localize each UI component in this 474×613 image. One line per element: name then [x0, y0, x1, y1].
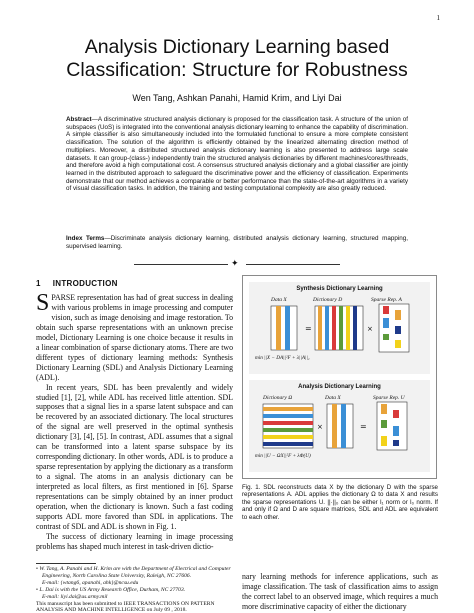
abstract-label: Abstract [66, 116, 92, 123]
equals-sign: = [305, 324, 312, 333]
sparse-entry [395, 310, 401, 320]
footnote-affiliation-1: • W. Tang, A. Panahi and H. Krim are with the Department of Electrical and Computer Engineering, North Carolina State University, Raleigh, NC 27606. E-mail: {wtang6, apanahi, ahk}@ncsu.edu [36, 566, 231, 586]
intro-paragraph-3: The success of dictionary learning in image processing problems has shaped much interest in task-driven dictio- [36, 531, 233, 551]
data-matrix-x [271, 306, 297, 350]
analysis-label-dictionary: Dictionary Ω [263, 395, 293, 401]
data-matrix-x [327, 404, 353, 448]
data-column [341, 404, 346, 448]
analysis-label-sparse: Sparse Rep. U [373, 395, 405, 401]
synthesis-label-sparse: Sparse Rep. A [371, 297, 402, 303]
data-column [276, 306, 281, 350]
footnotes [36, 566, 233, 613]
dictionary-row [263, 435, 313, 439]
author-list: Wen Tang, Ashkan Panahi, Hamid Krim, and Liyi Dai [132, 93, 342, 103]
synthesis-title: Synthesis Dictionary Learning [296, 286, 383, 292]
divider-symbol: ✦ [231, 258, 239, 268]
right-column-paragraph: nary learning methods for inference applications, such as image classification. The task of classification aims to assign the correct label to an observed image, which requires a much more discriminative capacity of either the dictionary [242, 572, 438, 611]
section-divider [134, 260, 340, 268]
sparse-entry [395, 326, 401, 334]
sparse-entry [383, 334, 389, 340]
divider-line-left [134, 264, 228, 265]
analysis-title: Analysis Dictionary Learning [298, 384, 381, 390]
intro-paragraph-2: In recent years, SDL has been prevalently and widely studied [1], [2], while ADL has received little attention. SDL supposes that a signal lies in a sparse latent subspace and can be recovered by an associated dictionary. The local structures of the signal are well preserved in the optimal synthesis dictionary [3], [4], [5]. In contrast, ADL assumes that a signal can be transformed into a latent sparse subspace by its corresponding dictionary. In other words, ADL is to produce a sparse representation by applying the dictionary as a transform to a signal. The atoms in an analysis dictionary can be interpreted as local filters, as first mentioned in [6]. Sparse representations can be simply obtained by an inner product operation, when the dictionary is known. Such a fast coding supports ADL more favored than SDL in applications. The contrast of SDL and ADL is shown in Fig. 1. [36, 382, 233, 531]
synthesis-equation: min ||X − DA||²F + λ||A||₁ [255, 355, 310, 361]
index-terms-text: —Discriminate analysis dictionary learning, distributed analysis dictionary learning, structured mapping, supervised learning. [66, 235, 408, 250]
dictionary-atom [325, 306, 329, 350]
analysis-panel [249, 380, 430, 472]
index-terms [66, 235, 408, 250]
figure-caption: Fig. 1. SDL reconstructs data X by the dictionary D with the sparse representations A. ADL applies the dictionary Ω to data X and results the sparse representations U. ||·||₀ can be either l₁ norm or l₀ norm. If and only if Ω and D are square matrices, SDL and ADL are equivalent to each other. [242, 484, 438, 521]
title-line-2: Classification: Structure for Robustness [66, 59, 408, 81]
abstract-text: —A discriminative structured analysis dictionary is proposed for the classification task. A structure of the union of subspaces (UoS) is integrated into the conventional analysis dictionary learning to enhance the capability of discrimination. A simple classifier is also simultaneously included into the formulated functional to ensure a more complete consistent classification. The solution of the algorithm is efficiently obtained by the linearized alternating direction method of multipliers. Moreover, a distributed structured analysis dictionary learning is also presented to address large scale datasets. It can group-(class-) independently train the structured analysis dictionaries by different machines/cores/threads, and therefore avoid a high computational cost. A consensus structured analysis dictionary and a global classifier are jointly learned in the distributed approach to safeguard the discriminative power and the efficiency of classification. Experiments demonstrate that our method achieves a comparable or better performance than the state-of-the-art algorithms in a variety of visual classification tasks. In addition, the training and testing computational complexity are also greatly reduced. [66, 116, 408, 193]
analysis-equation: min ||U − ΩX||²F + λΦ(U) [255, 453, 311, 459]
analysis-label-data: Data X [325, 395, 341, 401]
dictionary-atom [332, 306, 336, 350]
sparse-entry [393, 440, 399, 446]
synthesis-panel [249, 282, 430, 374]
sparse-entry [383, 318, 389, 328]
footnote-affiliation-2: • L. Dai is with the US Army Research Office, Durham, NC 27703. E-mail: liyi.dai@us.army.mil [36, 586, 186, 600]
index-terms-label: Index Terms [66, 235, 105, 242]
times-sign: × [317, 423, 323, 431]
dictionary-atom [353, 306, 357, 350]
figure-1 [242, 275, 437, 479]
sparse-entry [395, 340, 401, 348]
synthesis-label-data: Data X [271, 297, 287, 303]
sparse-entry [381, 420, 387, 428]
sparse-entry [381, 404, 387, 414]
synthesis-label-dictionary: Dictionary D [313, 297, 343, 303]
dictionary-row [263, 428, 313, 432]
section-heading [36, 279, 118, 288]
footnote-rule [36, 563, 96, 564]
right-column [242, 572, 438, 612]
dictionary-row [263, 414, 313, 418]
abstract [66, 116, 408, 193]
times-sign: × [367, 325, 373, 333]
left-column [36, 290, 233, 552]
sparse-entry [393, 410, 399, 418]
intro-paragraph-1: SPARSE representation has had of great success in dealing with various problems in image processing and computer vision, such as image denoising and image restoration. To obtain such sparse representations with an unknown precise model, Dictionary Learning is one choice because it results in a linear combination of sparse dictionary atoms. There are two different types of dictionary learning methods: Synthesis Dictionary Learning (SDL) and Analysis Dictionary Learning (ADL). [36, 290, 233, 382]
data-column [285, 306, 290, 350]
page-number: 1 [436, 14, 440, 22]
dictionary-atom [339, 306, 343, 350]
dictionary-atom [346, 306, 350, 350]
equals-sign: = [360, 422, 367, 431]
title-line-1: Analysis Dictionary Learning based [84, 36, 390, 58]
sparse-entry [381, 436, 387, 446]
section-title: INTRODUCTION [52, 279, 118, 288]
footnote-submission: This manuscript has been submitted to IEEE TRANSACTIONS ON PATTERN ANALYSIS AND MACHINE INTELLIGENCE on July 09 , 2018. [36, 600, 215, 613]
dictionary-row [263, 421, 313, 425]
drop-cap: S [36, 290, 50, 316]
dictionary-row [263, 407, 313, 411]
dictionary-atom [318, 306, 322, 350]
data-column [332, 404, 337, 448]
paper-title [30, 36, 444, 82]
divider-line-right [246, 264, 340, 265]
sparse-entry [383, 306, 389, 314]
sparse-entry [393, 426, 399, 436]
section-number: 1 [36, 279, 41, 288]
dictionary-row [263, 442, 313, 446]
